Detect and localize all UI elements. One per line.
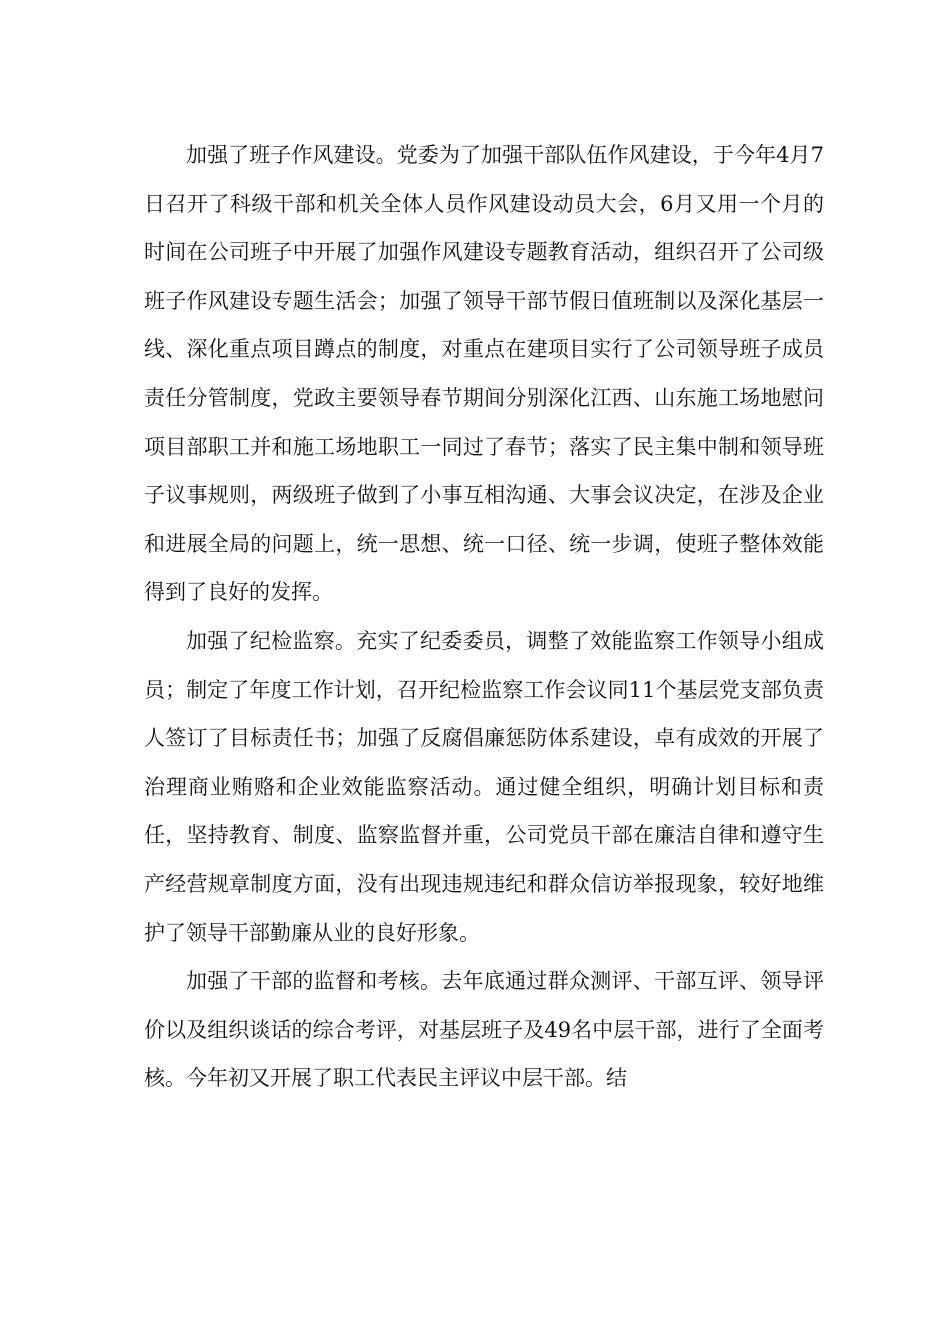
paragraph-team-style: 加强了班子作风建设。党委为了加强干部队伍作风建设，于今年4月7日召开了科级干部和机关全体人员作风建设动员大会，6月又用一个月的时间在公司班子中开展了加强作风建设专题教育活动，组织召开了公司级班子作风建设专题生活会；加强了领导干部节假日值班制以及深化基层一线、深化重点项目蹲点的制度，对重点在建项目实行了公司领导班子成员责任分管制度，党政主要领导春节期间分别深化江西、山东施工场地慰问项目部职工并和施工场地职工一同过了春节；落实了民主集中制和领导班子议事规则，两级班子做到了小事互相沟通、大事会议决定，在涉及企业和进展全局的问题上，统一思想、统一口径、统一步调，使班子整体效能得到了良好的发挥。 <box>144 143 824 605</box>
paragraph-cadre-supervision: 加强了干部的监督和考核。去年底通过群众测评、干部互评、领导评价以及组织谈话的综合考评，对基层班子及49名中层干部，进行了全面考核。今年初又开展了职工代表民主评议中层干部。结 <box>144 969 824 1091</box>
paragraph-discipline-inspection: 加强了纪检监察。充实了纪委委员，调整了效能监察工作领导小组成员；制定了年度工作计划，召开纪检监察工作会议同11个基层党支部负责人签订了目标责任书；加强了反腐倡廉惩防体系建设，卓有成效的开展了治理商业贿赂和企业效能监察活动。通过健全组织，明确计划目标和责任，坚持教育、制度、监察监督并重，公司党员干部在廉洁自律和遵守生产经营规章制度方面，没有出现违规违纪和群众信访举报现象，较好地维护了领导干部勤廉从业的良好形象。 <box>144 628 824 945</box>
document-body <box>144 131 824 1103</box>
